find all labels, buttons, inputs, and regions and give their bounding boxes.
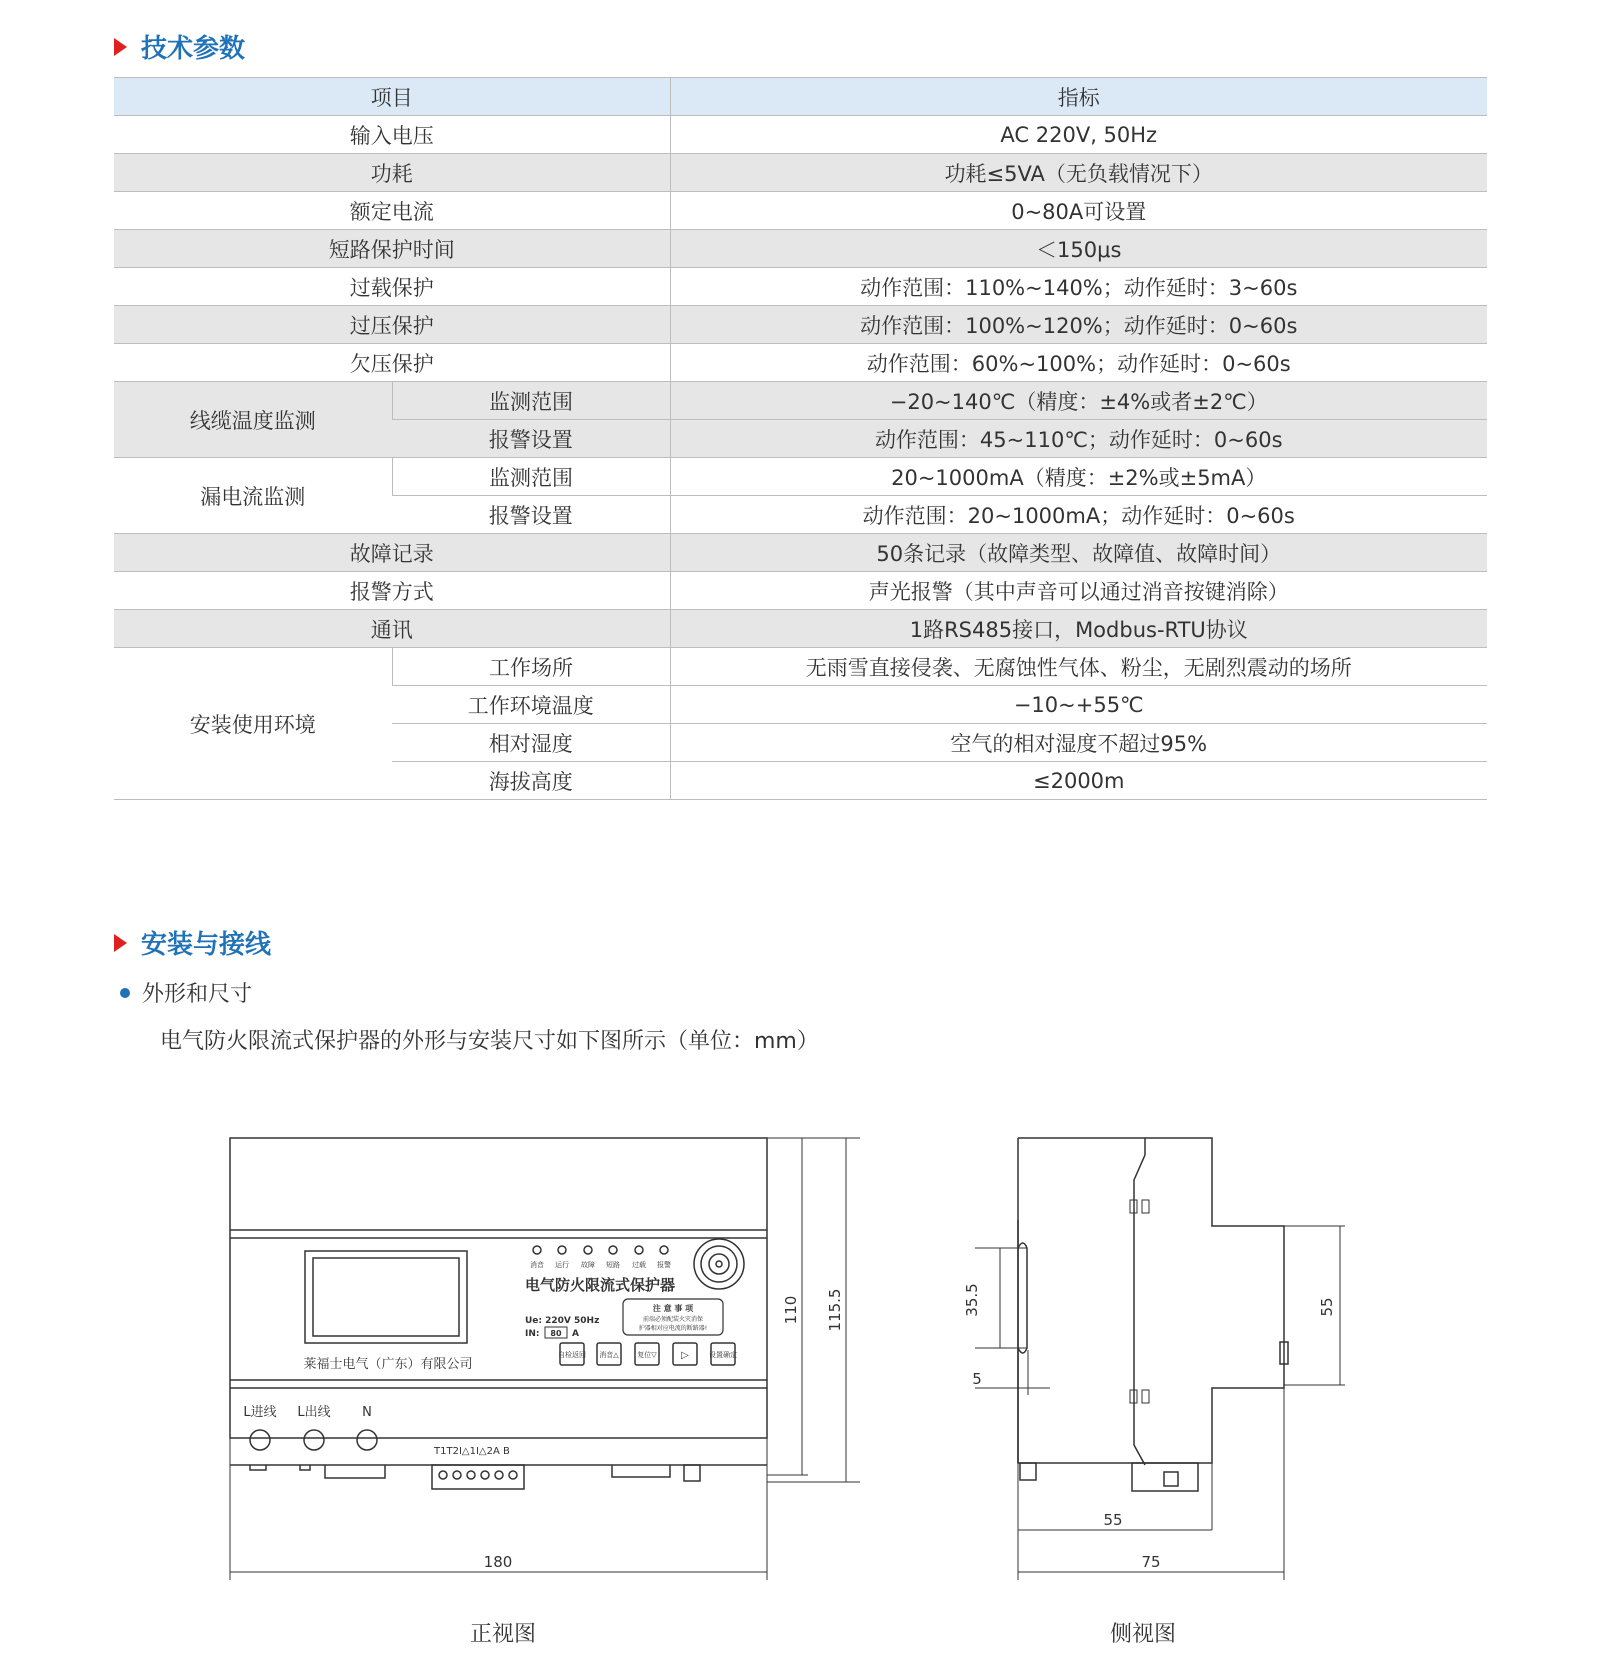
dim-lip-label: 5 [972, 1370, 982, 1388]
button-label: 自检返回 [558, 1351, 586, 1359]
led-label: 报警 [657, 1261, 671, 1269]
row-sublabel: 报警设置 [392, 496, 670, 534]
row-value: 动作范围：60%~100%；动作延时：0~60s [670, 344, 1487, 382]
row-value: 动作范围：45~110℃；动作延时：0~60s [670, 420, 1487, 458]
row-value: 1路RS485接口，Modbus-RTU协议 [670, 610, 1487, 648]
led-label: 过载 [632, 1261, 646, 1269]
dim-height-inner-label: 110 [782, 1295, 800, 1325]
row-value: ＜150μs [670, 230, 1487, 268]
row-label: 过载保护 [114, 268, 670, 306]
led-mute-icon [533, 1246, 541, 1254]
notice-line-2: 护器相对应电流的断路器! [638, 1325, 708, 1332]
table-row [114, 572, 1487, 610]
row-value: 50条记录（故障类型、故障值、故障时间） [670, 534, 1487, 572]
terminal-n-label: N [362, 1405, 372, 1420]
notice-line-1: 前端必须配装火灾消保 [642, 1316, 704, 1323]
led-label: 运行 [555, 1261, 569, 1269]
table-row [114, 610, 1487, 648]
led-fault-icon [584, 1246, 592, 1254]
button-label: 设置确定 [709, 1351, 737, 1359]
bullet-dimensions [120, 977, 252, 1008]
table-row [114, 534, 1487, 572]
row-value: −10~+55℃ [670, 686, 1487, 724]
terminal-in-label: L进线 [243, 1405, 277, 1420]
table-row [114, 382, 1487, 420]
in-label: IN: [525, 1329, 540, 1339]
led-short-icon [609, 1246, 617, 1254]
dim-width-label: 180 [483, 1553, 513, 1571]
header-item: 项目 [114, 78, 670, 116]
table-row [114, 648, 1487, 686]
row-sublabel: 工作场所 [392, 648, 670, 686]
row-sublabel: 监测范围 [392, 382, 670, 420]
led-label: 短路 [606, 1261, 620, 1269]
terminal-out-label: L出线 [297, 1405, 331, 1420]
led-alarm-icon [660, 1246, 668, 1254]
row-sublabel: 工作环境温度 [392, 686, 670, 724]
section-title-tech-params [114, 28, 245, 65]
row-group-label: 漏电流监测 [114, 458, 392, 534]
bullet-text: 外形和尺寸 [142, 982, 253, 1007]
button-label: ▷ [681, 1350, 689, 1361]
row-value: 无雨雪直接侵袭、无腐蚀性气体、粉尘，无剧烈震动的场所 [670, 648, 1487, 686]
button-label: 复位▽ [637, 1351, 657, 1359]
row-sublabel: 海拔高度 [392, 762, 670, 800]
row-value: 功耗≤5VA（无负载情况下） [670, 154, 1487, 192]
row-label: 功耗 [114, 154, 670, 192]
row-label: 输入电压 [114, 116, 670, 154]
spec-table [114, 77, 1487, 800]
dimension-drawing [0, 1120, 1600, 1600]
product-name-label: 电气防火限流式保护器 [524, 1276, 676, 1294]
company-label: 莱福士电气（广东）有限公司 [303, 1357, 473, 1372]
terminal-screw-icon [304, 1430, 324, 1450]
front-view [230, 1138, 860, 1580]
clip-slot-icon [1142, 1390, 1149, 1403]
section-title-text: 技术参数 [141, 34, 246, 64]
row-label: 短路保护时间 [114, 230, 670, 268]
table-row [114, 306, 1487, 344]
table-row [114, 116, 1487, 154]
button-label: 消音△ [599, 1351, 619, 1359]
ue-label: Ue: 220V 50Hz [525, 1316, 600, 1326]
row-group-label: 安装使用环境 [114, 648, 392, 800]
in-value: 80 [550, 1329, 562, 1338]
row-value: 动作范围：110%~140%；动作延时：3~60s [670, 268, 1487, 306]
speaker-icon [694, 1239, 744, 1289]
row-label: 通讯 [114, 610, 670, 648]
dim-height-outer-label: 115.5 [826, 1288, 844, 1332]
dim-rail-label: 35.5 [963, 1283, 981, 1317]
terminal-screw-icon [357, 1430, 377, 1450]
led-label: 故障 [581, 1261, 595, 1269]
row-group-label: 线缆温度监测 [114, 382, 392, 458]
table-row [114, 458, 1487, 496]
row-sublabel: 监测范围 [392, 458, 670, 496]
row-label: 额定电流 [114, 192, 670, 230]
led-label: 消音 [530, 1261, 544, 1269]
row-label: 欠压保护 [114, 344, 670, 382]
header-spec: 指标 [670, 78, 1487, 116]
side-view-caption: 侧视图 [1110, 1622, 1177, 1647]
row-sublabel: 相对湿度 [392, 724, 670, 762]
notice-title: 注 意 事 项 [652, 1304, 694, 1313]
dim-bottom-outer-label: 75 [1141, 1553, 1161, 1571]
dim-bottom-inner-label: 55 [1103, 1511, 1123, 1529]
row-value: 空气的相对湿度不超过95% [670, 724, 1487, 762]
terminal-strip-label: T1T2I△1I△2A B [434, 1446, 510, 1457]
terminal-screw-icon [250, 1430, 270, 1450]
led-overload-icon [635, 1246, 643, 1254]
led-run-icon [558, 1246, 566, 1254]
row-value: 0~80A可设置 [670, 192, 1487, 230]
dim-right-label: 55 [1318, 1297, 1336, 1317]
table-row [114, 344, 1487, 382]
table-row [114, 268, 1487, 306]
row-value: 动作范围：20~1000mA；动作延时：0~60s [670, 496, 1487, 534]
table-row [114, 154, 1487, 192]
triangle-marker-icon [114, 38, 127, 56]
row-value: 声光报警（其中声音可以通过消音按键消除） [670, 572, 1487, 610]
clip-slot-icon [1142, 1200, 1149, 1213]
table-row [114, 230, 1487, 268]
triangle-marker-icon [114, 934, 127, 952]
dimension-intro: 电气防火限流式保护器的外形与安装尺寸如下图所示（单位：mm） [160, 1029, 819, 1054]
row-value: AC 220V, 50Hz [670, 116, 1487, 154]
lcd-screen [305, 1251, 467, 1343]
led-indicators [533, 1246, 668, 1254]
in-unit: A [572, 1329, 579, 1339]
section-title-install [114, 924, 271, 961]
row-value: 动作范围：100%~120%；动作延时：0~60s [670, 306, 1487, 344]
bullet-dot-icon [120, 988, 130, 998]
row-label: 过压保护 [114, 306, 670, 344]
row-label: 报警方式 [114, 572, 670, 610]
front-view-caption: 正视图 [470, 1622, 537, 1647]
table-header-row [114, 78, 1487, 116]
table-row [114, 192, 1487, 230]
row-sublabel: 报警设置 [392, 420, 670, 458]
row-value: ≤2000m [670, 762, 1487, 800]
row-label: 故障记录 [114, 534, 670, 572]
row-value: −20~140℃（精度：±4%或者±2℃） [670, 382, 1487, 420]
section-title-text: 安装与接线 [141, 930, 272, 960]
side-view [963, 1138, 1345, 1580]
row-value: 20~1000mA（精度：±2%或±5mA） [670, 458, 1487, 496]
